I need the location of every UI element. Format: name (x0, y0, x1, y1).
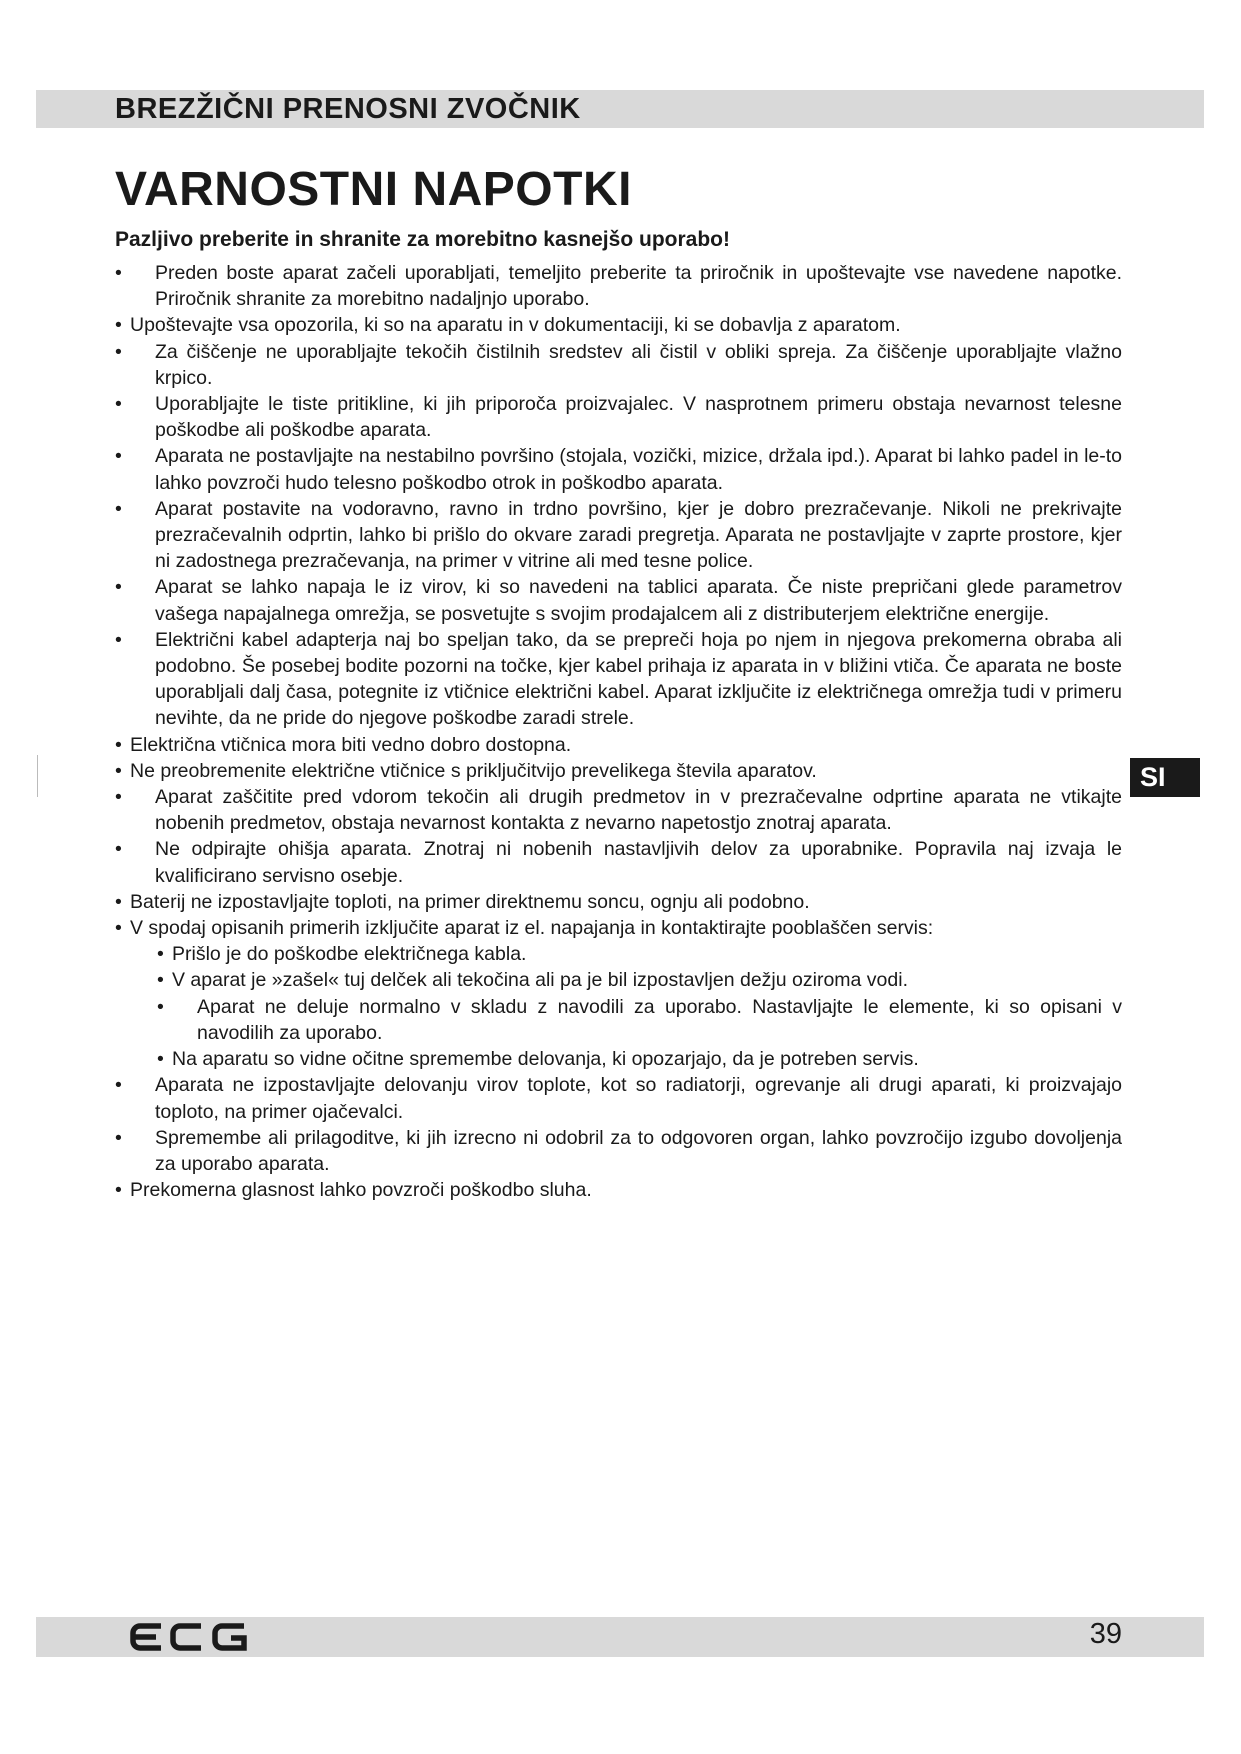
list-item: • Prekomerna glasnost lahko povzroči poškodbo sluha. (115, 1177, 1122, 1203)
document-title: BREZŽIČNI PRENOSNI ZVOČNIK (115, 93, 581, 125)
bullet-icon: • (157, 969, 164, 992)
list-item: • Preden boste aparat začeli uporabljati, temeljito preberite ta priročnik in upoštevajte vse navedene napotke. Priročnik shranite za morebitno nadaljnjo uporabo. (115, 262, 1122, 311)
bullet-icon: • (115, 786, 122, 809)
bullet-icon: • (157, 1048, 164, 1071)
page-number: 39 (1089, 1618, 1122, 1650)
bullet-icon: • (115, 733, 122, 756)
list-item: • Ne odpirajte ohišja aparata. Znotraj ni nobenih nastavljivih delov za uporabnike. Popravila naj izvaja le kvalificirano servisno osebje. (115, 838, 1122, 887)
list-item: • Ne preobremenite električne vtičnice s priključitvijo prevelikega števila aparatov. (115, 758, 1122, 784)
list-item: • Električna vtičnica mora biti vedno dobro dostopna. (115, 732, 1122, 758)
bullet-icon: • (115, 917, 122, 940)
list-item: • V spodaj opisanih primerih izključite aparat iz el. napajanja in kontaktirajte pooblaščen servis: (115, 915, 1122, 941)
sub-list-item: • Prišlo je do poškodbe električnega kabla. (157, 941, 1122, 967)
bullet-icon: • (115, 759, 122, 782)
safety-instructions-list (115, 260, 1122, 1203)
sub-list-item: • Na aparatu so vidne očitne spremembe delovanja, ki opozarjajo, da je potreben servis. (157, 1046, 1122, 1072)
bullet-icon: • (157, 943, 164, 966)
bullet-icon: • (115, 838, 122, 861)
ecg-logo (130, 1623, 248, 1651)
list-item: • Za čiščenje ne uporabljajte tekočih čistilnih sredstev ali čistil v obliki spreja. Za čiščenje uporabljajte vlažno krpico. (115, 340, 1122, 389)
bullet-icon: • (157, 995, 164, 1018)
sub-list-item: • V aparat je »zašel« tuj delček ali tekočina ali pa je bil izpostavljen dežju oziroma vodi. (157, 967, 1122, 993)
list-item: • Aparata ne postavljajte na nestabilno površino (stojala, vozički, mizice, držala ipd.). Aparat bi lahko padel in le-to lahko povzroči hudo telesno poškodbo otrok in poškodbo aparata. (115, 445, 1122, 494)
bullet-icon: • (115, 497, 122, 520)
list-item: • Električni kabel adapterja naj bo speljan tako, da se prepreči hoja po njem in njegova prekomerna obraba ali podobno. Še posebej bodite pozorni na točke, kjer kabel prihaja iz aparata in v bližini vtiča. Če aparata ne boste uporabljali dalj časa, potegnite iz vtičnice električni kabel. Aparat izključite iz električnega omrežja tudi v primeru nevihte, da ne pride do njegove poškodbe zaradi strele. (115, 628, 1122, 730)
list-item: • Aparat postavite na vodoravno, ravno in trdno površino, kjer je dobro prezračevanje. Nikoli ne prekrivajte prezračevalnih odprtin, lahko bi prišlo do okvare zaradi pregretja. Aparata ne postavljajte v zaprte prostore, kjer ni zadostnega prezračevanja, na primer v vitrine ali med tesne police. (115, 497, 1122, 573)
list-item: • Aparat zaščitite pred vdorom tekočin ali drugih predmetov in v prezračevalne odprtine aparata ne vtikajte nobenih predmetov, obstaja nevarnost kontakta z nevarno napetostjo znotraj aparata. (115, 786, 1122, 835)
list-item: • Aparat se lahko napaja le iz virov, ki so navedeni na tablici aparata. Če niste prepričani glede parametrov vašega napajalnega omrežja, se posvetujte s svojim prodajalcem ali z distributerjem električne energije. (115, 576, 1122, 625)
bullet-icon: • (115, 314, 122, 337)
bullet-icon: • (115, 262, 122, 284)
list-item: • Uporabljajte le tiste pritikline, ki jih priporoča proizvajalec. V nasprotnem primeru obstaja nevarnost telesne poškodbe ali poškodbe aparata. (115, 393, 1122, 442)
list-item: • Upoštevajte vsa opozorila, ki so na aparatu in v dokumentaciji, ki se dobavlja z aparatom. (115, 312, 1122, 338)
list-item: • Baterij ne izpostavljajte toploti, na primer direktnemu soncu, ognju ali podobno. (115, 889, 1122, 915)
section-title: VARNOSTNI NAPOTKI (115, 163, 632, 216)
sub-list-item: • Aparat ne deluje normalno v skladu z navodili za uporabo. Nastavljajte le elemente, ki so opisani v navodilih za uporabo. (157, 995, 1122, 1044)
bullet-icon: • (115, 628, 122, 651)
bullet-icon: • (115, 393, 122, 416)
bullet-icon: • (115, 340, 122, 363)
language-tab: SI (1130, 758, 1200, 797)
bullet-icon: • (115, 890, 122, 913)
bullet-icon: • (115, 1179, 122, 1202)
list-item: • Aparata ne izpostavljajte delovanju virov toplote, kot so radiatorji, ogrevanje ali drugi aparati, ki proizvajajo toploto, na primer ojačevalci. (115, 1074, 1122, 1123)
list-item: • Spremembe ali prilagoditve, ki jih izrecno ni odobril za to odgovoren organ, lahko povzročijo izgubo dovoljenja za uporabo aparata. (115, 1126, 1122, 1175)
bullet-icon: • (115, 576, 122, 599)
margin-marker (37, 755, 38, 797)
section-subtitle: Pazljivo preberite in shranite za morebitno kasnejšo uporabo! (115, 228, 730, 251)
bullet-icon: • (115, 1126, 122, 1149)
bullet-icon: • (115, 1074, 122, 1097)
bullet-icon: • (115, 445, 122, 468)
